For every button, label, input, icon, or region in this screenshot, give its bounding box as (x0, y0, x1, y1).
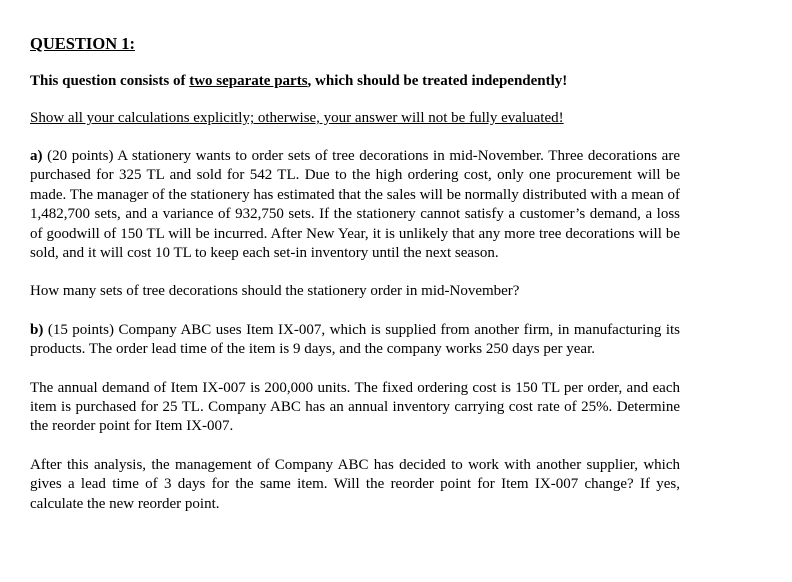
question-heading: QUESTION 1: (30, 34, 135, 53)
part-b-text: (15 points) Company ABC uses Item IX-007, which is supplied from another firm, in manufacturing its products. The order lead time of the item is 9 days, and the company works 250 days per year. (30, 321, 680, 358)
part-b-paragraph (30, 321, 680, 360)
part-a-question: How many sets of tree decorations should the stationery order in mid-November? (30, 283, 520, 300)
part-a-paragraph (30, 147, 680, 263)
part-a-text: (20 points) A stationery wants to order sets of tree decorations in mid-November. Three decorations are purchased for 325 TL and sold for 542 TL. Due to the high ordering cost, only one procurement will be made. The manager of the stationery has estimated that the sales will be normally distributed with a mean of 1,482,700 sets, and a variance of 932,750 sets. If the stationery cannot satisfy a customer’s demand, a loss of goodwill of 150 TL will be incurred. After New Year, it is unlikely that any more tree decorations will be sold, and it will cost 10 TL to keep each set-in inventory until the next season. (30, 148, 680, 262)
intro-text-underlined: two separate parts (189, 73, 308, 89)
calculation-warning: Show all your calculations explicitly; otherwise, your answer will not be fully evaluated! (30, 110, 564, 126)
document-page (30, 34, 680, 514)
part-a-label: a) (30, 148, 43, 164)
part-b-paragraph-2: The annual demand of Item IX-007 is 200,000 units. The fixed ordering cost is 150 TL per order, and each item is purchased for 25 TL. Company ABC has an annual inventory carrying cost rate of 25%. Determine the reorder point for Item IX-007. (30, 379, 680, 435)
intro-text-before: This question consists of (30, 73, 190, 89)
part-b-label: b) (30, 321, 44, 338)
intro-instruction (30, 71, 680, 91)
part-b-paragraph-3: After this analysis, the management of Company ABC has decided to work with another supplier, which gives a lead time of 3 days for the same item. Will the reorder point for Item IX-007 change? If yes, calculate the new reorder point. (30, 456, 680, 512)
intro-text-after: , which should be treated independently! (307, 73, 568, 89)
